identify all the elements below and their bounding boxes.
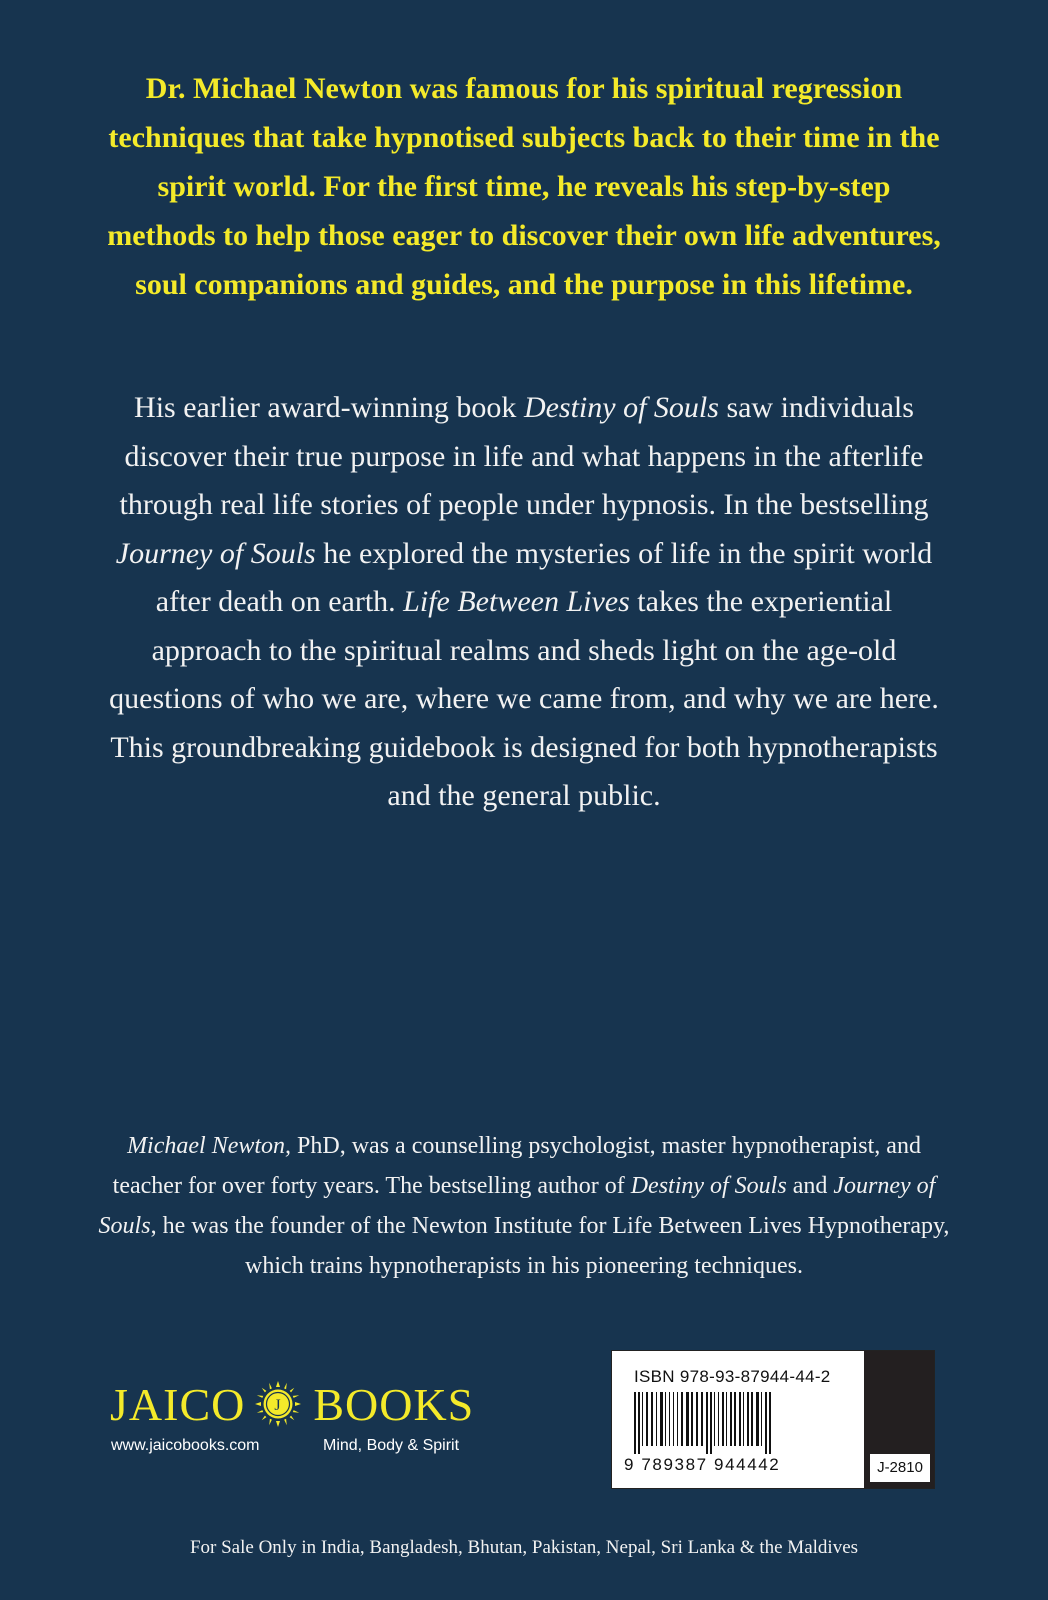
book-title-destiny-of-souls: Destiny of Souls (523, 391, 719, 424)
main-blurb-text: saw individuals discover their true purpose in life and what happens in the afterlife through real life stories of people under hypnosis. In the bestselling (119, 391, 929, 521)
barcode-bars (634, 1392, 852, 1454)
barcode-bar (730, 1392, 732, 1446)
isbn-barcode (611, 1350, 935, 1489)
barcode-bar (722, 1392, 724, 1446)
barcode-bar (646, 1392, 648, 1446)
logo-letter: J (274, 1397, 282, 1414)
barcode-bar (669, 1392, 670, 1446)
barcode-bar (686, 1392, 689, 1446)
barcode-bar (642, 1392, 643, 1446)
sale-territory-note: For Sale Only in India, Bangladesh, Bhutan, Pakistan, Nepal, Sri Lanka & the Maldives (189, 1537, 859, 1558)
barcode-bar (673, 1392, 674, 1446)
barcode-bar (656, 1392, 657, 1446)
barcode-bar (660, 1392, 663, 1446)
barcode-bar (747, 1392, 749, 1446)
book-title-destiny-of-souls: Destiny of Souls (630, 1173, 787, 1199)
main-blurb (100, 384, 948, 821)
main-blurb-text: he explored the mysteries of life in the spirit world after death on earth. (155, 536, 933, 618)
barcode-bar (634, 1392, 636, 1454)
barcode-bar (765, 1392, 767, 1454)
barcode-bar (769, 1392, 771, 1454)
intro-blurb: Dr. Michael Newton was famous for his spiritual regression techniques that take hypnotised subjects back to their time in the spirit world. For the first time, he reveals his step-by-step methods to help those eager to discover their own life adventures, soul companions and guides, and the purpose in this lifetime. (107, 72, 941, 301)
barcode-bar (691, 1392, 693, 1446)
barcode-bar (714, 1392, 715, 1446)
barcode-bar (734, 1392, 736, 1446)
barcode-digits: 9 789387 944442 (624, 1455, 781, 1474)
barcode-side-panel (864, 1351, 934, 1488)
barcode-bar (718, 1392, 719, 1446)
main-blurb-text: His earlier award-winning book (134, 391, 524, 424)
author-name: Michael Newton, (127, 1133, 292, 1159)
author-bio (96, 1126, 952, 1286)
barcode-bar (701, 1392, 703, 1446)
barcode-bar (696, 1392, 698, 1446)
barcode-bar (743, 1392, 744, 1446)
publisher-logo (110, 1378, 474, 1430)
barcode-bar (726, 1392, 727, 1446)
barcode-bar (665, 1392, 666, 1446)
barcode-bar (710, 1392, 712, 1454)
author-bio-text: , he was the founder of the Newton Institute for Life Between Lives Hypnotherapy, which trains hypnotherapists in his pioneering techniques. (150, 1213, 950, 1279)
barcode-bar (761, 1392, 762, 1446)
book-title-life-between-lives: Life Between Lives (403, 585, 630, 618)
barcode-bar (751, 1392, 753, 1446)
author-bio-text: and (786, 1173, 834, 1199)
barcode-bar (756, 1392, 759, 1446)
barcode-bar (638, 1392, 640, 1454)
barcode-bar (651, 1392, 653, 1446)
book-category: Mind, Body & Spirit (323, 1437, 460, 1454)
publisher-url: www.jaicobooks.com (111, 1437, 260, 1454)
barcode-bar (681, 1392, 683, 1446)
barcode-bar (739, 1392, 741, 1446)
book-title-journey-of-souls: Journey of Souls (115, 536, 316, 570)
main-blurb-text: takes the experiential approach to the spiritual realms and sheds light on the age-old questions of who we are, where we came from, and why we are here. This groundbreaking guidebook is designed for both hypnotherapists and the general public. (109, 585, 939, 812)
publisher-name-right: BOOKS (313, 1378, 475, 1430)
sun-logo-icon (255, 1381, 301, 1427)
publisher-name-left: JAICO (110, 1378, 246, 1430)
isbn-label: ISBN 978-93-87944-44-2 (634, 1367, 831, 1386)
author-bio-text: PhD, was a counselling psychologist, master hypnotherapist, and teacher for over forty years. The bestselling author of (112, 1133, 921, 1199)
catalog-code: J-2810 (870, 1454, 930, 1482)
barcode-bar (677, 1392, 678, 1446)
book-title-journey-of-souls: Journey of Souls (98, 1173, 936, 1239)
barcode-bar (706, 1392, 708, 1454)
